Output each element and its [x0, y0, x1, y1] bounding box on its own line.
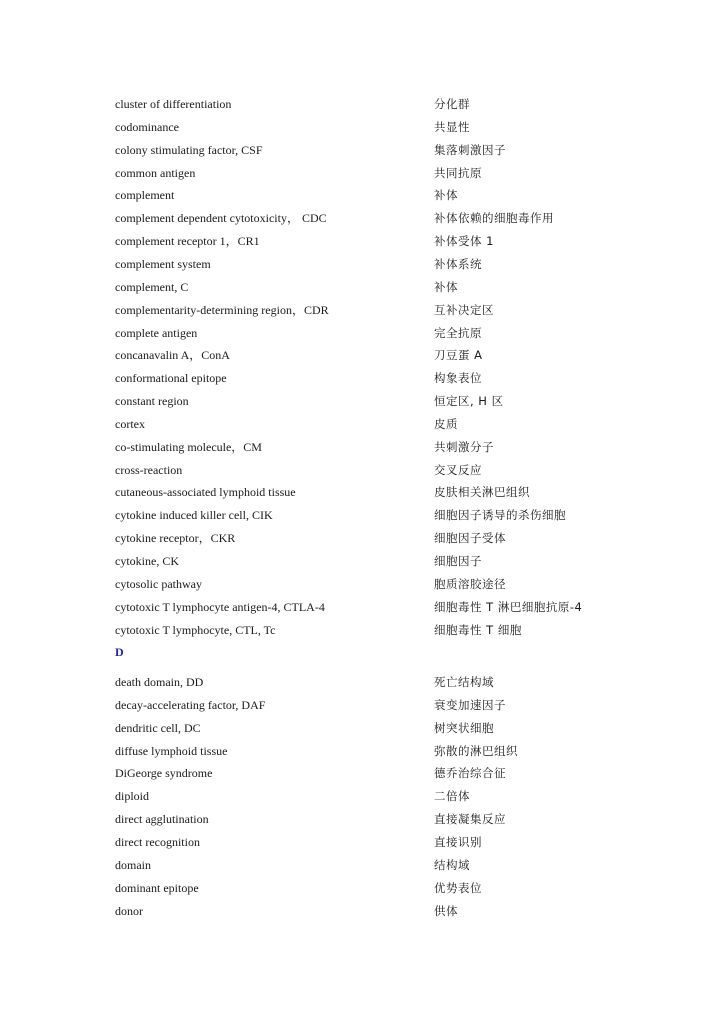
term-english: dominant epitope	[115, 880, 199, 895]
glossary-row	[115, 764, 635, 782]
term-chinese: 细胞因子	[434, 554, 482, 568]
term-english: complement	[115, 188, 175, 203]
term-chinese: 共显性	[434, 119, 470, 134]
term-chinese: 共同抗原	[434, 165, 482, 180]
glossary-row	[115, 575, 635, 593]
term-english: decay-accelerating factor, DAF	[115, 697, 266, 712]
term-english: cutaneous-associated lymphoid tissue	[115, 485, 296, 500]
term-english: domain	[115, 857, 151, 872]
term-chinese: 优势表位	[434, 880, 482, 895]
term-english: cytotoxic T lymphocyte, CTL, Tc	[115, 622, 276, 637]
section-letter-d: D	[115, 645, 124, 659]
term-chinese: 补体	[434, 188, 458, 203]
term-english: cluster of differentiation	[115, 97, 232, 111]
term-english: death domain, DD	[115, 675, 204, 689]
term-english: complement, C	[115, 279, 189, 294]
glossary-row	[115, 392, 635, 410]
term-chinese: 死亡结构域	[434, 675, 494, 689]
term-chinese: 细胞因子受体	[434, 531, 506, 546]
glossary-row	[115, 719, 635, 737]
term-english: complete antigen	[115, 325, 198, 340]
term-chinese: 直接凝集反应	[434, 812, 506, 827]
glossary-row	[115, 438, 635, 456]
term-chinese: 弥散的淋巴组织	[434, 743, 518, 758]
term-chinese: 胞质溶胶途径	[434, 576, 506, 591]
term-chinese: 供体	[434, 903, 458, 918]
term-english: direct recognition	[115, 834, 200, 849]
term-chinese: 分化群	[434, 97, 470, 111]
glossary-row	[115, 787, 635, 805]
term-english: dendritic cell, DC	[115, 720, 201, 735]
glossary-row	[115, 552, 635, 570]
glossary-row	[115, 673, 635, 691]
term-english: cross-reaction	[115, 462, 183, 477]
term-chinese: 补体	[434, 279, 458, 294]
term-english: cytosolic pathway	[115, 576, 202, 591]
glossary-row	[115, 529, 635, 547]
glossary-row	[115, 95, 635, 113]
glossary-row	[115, 415, 635, 433]
term-chinese: 恒定区, H 区	[434, 394, 504, 409]
term-english: donor	[115, 903, 143, 918]
glossary-row	[115, 483, 635, 501]
glossary-row	[115, 301, 635, 319]
glossary-row	[115, 810, 635, 828]
term-english: constant region	[115, 394, 189, 409]
glossary-row	[115, 461, 635, 479]
glossary-row	[115, 902, 635, 920]
term-chinese: 细胞因子诱导的杀伤细胞	[434, 508, 566, 523]
term-chinese: 补体依赖的细胞毒作用	[434, 211, 554, 226]
term-english: complement receptor 1，CR1	[115, 234, 260, 249]
term-chinese: 交叉反应	[434, 462, 482, 477]
glossary-row	[115, 506, 635, 524]
term-chinese: 共刺激分子	[434, 439, 494, 454]
term-english: direct agglutination	[115, 812, 209, 827]
term-english: concanavalin A，ConA	[115, 348, 230, 363]
glossary-row	[115, 186, 635, 204]
term-chinese: 二倍体	[434, 789, 470, 804]
glossary-row	[115, 141, 635, 159]
glossary-row	[115, 232, 635, 250]
term-chinese: 皮肤相关淋巴组织	[434, 485, 530, 500]
term-chinese: 细胞毒性 T 淋巴细胞抗原-4	[434, 599, 583, 614]
term-chinese: 树突状细胞	[434, 720, 494, 735]
glossary-row	[115, 369, 635, 387]
term-english: complement system	[115, 256, 211, 271]
term-chinese: 德乔治综合征	[434, 766, 506, 781]
term-chinese: 补体系统	[434, 256, 482, 271]
term-chinese: 补体受体 1	[434, 234, 494, 249]
term-english: colony stimulating factor, CSF	[115, 142, 263, 157]
glossary-row	[115, 856, 635, 874]
term-english: diploid	[115, 789, 150, 804]
term-chinese: 衰变加速因子	[434, 697, 506, 712]
term-chinese: 构象表位	[434, 371, 482, 386]
glossary-row	[115, 255, 635, 273]
term-english: cytokine receptor，CKR	[115, 531, 236, 546]
glossary-row	[115, 742, 635, 760]
glossary-row	[115, 118, 635, 136]
term-chinese: 集落刺激因子	[434, 142, 506, 157]
glossary-row	[115, 164, 635, 182]
term-english: cytotoxic T lymphocyte antigen-4, CTLA-4	[115, 599, 325, 614]
term-english: diffuse lymphoid tissue	[115, 743, 228, 758]
glossary-row	[115, 879, 635, 897]
term-chinese: 皮质	[434, 416, 458, 431]
term-english: cytokine induced killer cell, CIK	[115, 508, 273, 523]
glossary-row	[115, 324, 635, 342]
term-chinese: 互补决定区	[434, 302, 494, 317]
term-chinese: 刀豆蛋 A	[434, 348, 483, 363]
term-english: conformational epitope	[115, 371, 227, 386]
glossary-row	[115, 621, 635, 639]
term-english: cortex	[115, 416, 145, 431]
term-english: common antigen	[115, 165, 196, 180]
glossary-row	[115, 209, 635, 227]
term-chinese: 细胞毒性 T 细胞	[434, 622, 522, 637]
glossary-row	[115, 696, 635, 714]
term-english: co-stimulating molecule，CM	[115, 439, 262, 454]
glossary-row	[115, 278, 635, 296]
term-chinese: 结构域	[434, 857, 470, 872]
term-english: cytokine, CK	[115, 554, 179, 568]
term-english: complementarity-determining region，CDR	[115, 302, 329, 317]
term-chinese: 直接识别	[434, 834, 482, 849]
term-english: DiGeorge syndrome	[115, 766, 213, 781]
term-chinese: 完全抗原	[434, 325, 482, 340]
glossary-row	[115, 598, 635, 616]
term-english: codominance	[115, 119, 179, 134]
glossary-row	[115, 833, 635, 851]
term-english: complement dependent cytotoxicity， CDC	[115, 211, 327, 226]
glossary-row	[115, 346, 635, 364]
